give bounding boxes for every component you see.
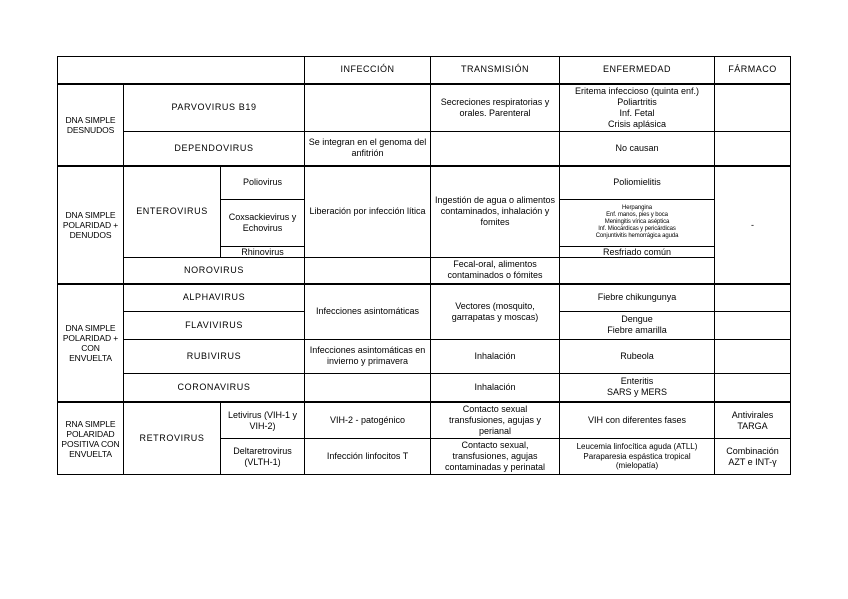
family-enterovirus: ENTEROVIRUS [124,166,221,257]
parvovirus-drug [715,84,791,132]
row-norovirus [58,257,791,284]
subfamily-poliovirus: Poliovirus [221,166,305,199]
coronavirus-disease-line: SARS y MERS [607,387,668,398]
parvovirus-disease-line: Eritema infeccioso (quinta enf.) [574,85,700,96]
parvovirus-transmission: Secreciones respiratorias y orales. Parenteral [431,84,560,132]
row-coronavirus [58,373,791,402]
virus-table [57,56,791,475]
coxsackievirus-disease [560,199,715,246]
rubivirus-transmission: Inhalación [431,339,560,373]
poliovirus-disease: Poliomielitis [560,166,715,199]
norovirus-disease [560,257,715,284]
row-alphavirus [58,284,791,311]
coxsackie-disease-line: Inf. Miocárdicas y pericárdicas [598,226,676,232]
dependovirus-disease: No causan [560,131,715,166]
row-rubivirus [58,339,791,373]
deltaretrovirus-transmission: Contacto sexual, transfusiones, agujas contaminadas y perinatal [431,439,560,475]
deltaretrovirus-infection: Infección linfocitos T [305,439,431,475]
parvovirus-disease [560,84,715,132]
rubivirus-infection: Infecciones asintomáticas en invierno y primavera [305,339,431,373]
alphavirus-drug [715,284,791,311]
family-rubivirus: RUBIVIRUS [124,339,305,373]
parvovirus-disease-line: Inf. Fetal [619,107,655,118]
family-norovirus: NOROVIRUS [124,257,305,284]
coxsackie-disease-line: Enf. manos, pies y boca [606,212,668,218]
header-enfermedad: ENFERMEDAD [560,57,715,84]
enterovirus-infection: Liberación por infección lítica [305,166,431,257]
dependovirus-infection: Se integran en el genoma del anfitrión [305,131,431,166]
header-transmision: TRANSMISIÓN [431,57,560,84]
rhinovirus-disease: Resfriado común [560,246,715,257]
alpha-flavi-infection: Infecciones asintomáticas [305,284,431,339]
family-dependovirus: DEPENDOVIRUS [124,131,305,166]
parvovirus-disease-line: Poliartritis [617,96,657,107]
lentivirus-transmission: Contacto sexual transfusiones, agujas y perianal [431,402,560,439]
header-farmaco: FÁRMACO [715,57,791,84]
flavivirus-disease-line: Fiebre amarilla [607,325,667,335]
family-flavivirus: FLAVIVIRUS [124,311,305,339]
deltaretro-disease-line: (mielopatía) [615,461,659,471]
coronavirus-drug [715,373,791,402]
group-rna-simple-polaridad-positiva-con-envuelta: RNA SIMPLE POLARIDAD POSITIVA CON ENVUELTA [58,402,124,475]
coxsackie-disease-line: Meningitis vírica aséptica [604,219,670,225]
row-parvovirus [58,84,791,132]
deltaretro-disease-line: Paraparesia espástica tropical [583,451,691,461]
subfamily-deltaretrovirus: Deltaretrovirus (VLTH-1) [221,439,305,475]
family-coronavirus: CORONAVIRUS [124,373,305,402]
dependovirus-drug [715,131,791,166]
norovirus-transmission: Fecal-oral, alimentos contaminados o fómites [431,257,560,284]
subfamily-rhinovirus: Rhinovirus [221,246,305,257]
lentivirus-infection: VIH-2 - patogénico [305,402,431,439]
rubivirus-disease: Rubeola [560,339,715,373]
deltaretro-disease-line: Leucemia linfocítica aguda (ATLL) [576,442,698,452]
flavivirus-disease [560,311,715,339]
row-poliovirus [58,166,791,199]
virus-table-container [57,56,791,475]
group-dna-simple-polaridad-con-envuelta: DNA SIMPLE POLARIDAD + CON ENVUELTA [58,284,124,402]
header-infeccion: INFECCIÓN [305,57,431,84]
norovirus-infection [305,257,431,284]
deltaretrovirus-drug: Combinación AZT e INT-γ [715,439,791,475]
group-dna-simple-desnudos: DNA SIMPLE DESNUDOS [58,84,124,167]
subfamily-lentivirus: Letivirus (VIH-1 y VIH-2) [221,402,305,439]
lentivirus-drug: Antivirales TARGA [715,402,791,439]
parvovirus-disease-line: Crisis aplásica [608,118,667,129]
row-lentivirus [58,402,791,439]
header-row [58,57,791,84]
family-retrovirus: RETROVIRUS [124,402,221,475]
coxsackie-disease-line: Herpangina [622,205,653,211]
enterovirus-drug: - [715,166,791,284]
parvovirus-infection [305,84,431,132]
deltaretrovirus-disease [560,439,715,475]
alphavirus-disease: Fiebre chikungunya [560,284,715,311]
coronavirus-disease-line: Enteritis [620,376,654,387]
alpha-flavi-transmission: Vectores (mosquito, garrapatas y moscas) [431,284,560,339]
lentivirus-disease: VIH con diferentes fases [560,402,715,439]
family-alphavirus: ALPHAVIRUS [124,284,305,311]
family-parvovirus: PARVOVIRUS B19 [124,84,305,132]
group-dna-simple-polaridad-denudos: DNA SIMPLE POLARIDAD + DENUDOS [58,166,124,284]
coxsackie-disease-line: Conjuntivitis hemorrágica aguda [595,233,679,239]
dependovirus-transmission [431,131,560,166]
row-dependovirus [58,131,791,166]
enterovirus-transmission: Ingestión de agua o alimentos contaminados, inhalación y fomites [431,166,560,257]
flavivirus-drug [715,311,791,339]
subfamily-coxsackievirus: Coxsackievirus y Echovirus [221,199,305,246]
header-blank [58,57,305,84]
rubivirus-drug [715,339,791,373]
coronavirus-disease [560,373,715,402]
coronavirus-infection [305,373,431,402]
coronavirus-transmission: Inhalación [431,373,560,402]
flavivirus-disease-line: Dengue [621,314,653,324]
